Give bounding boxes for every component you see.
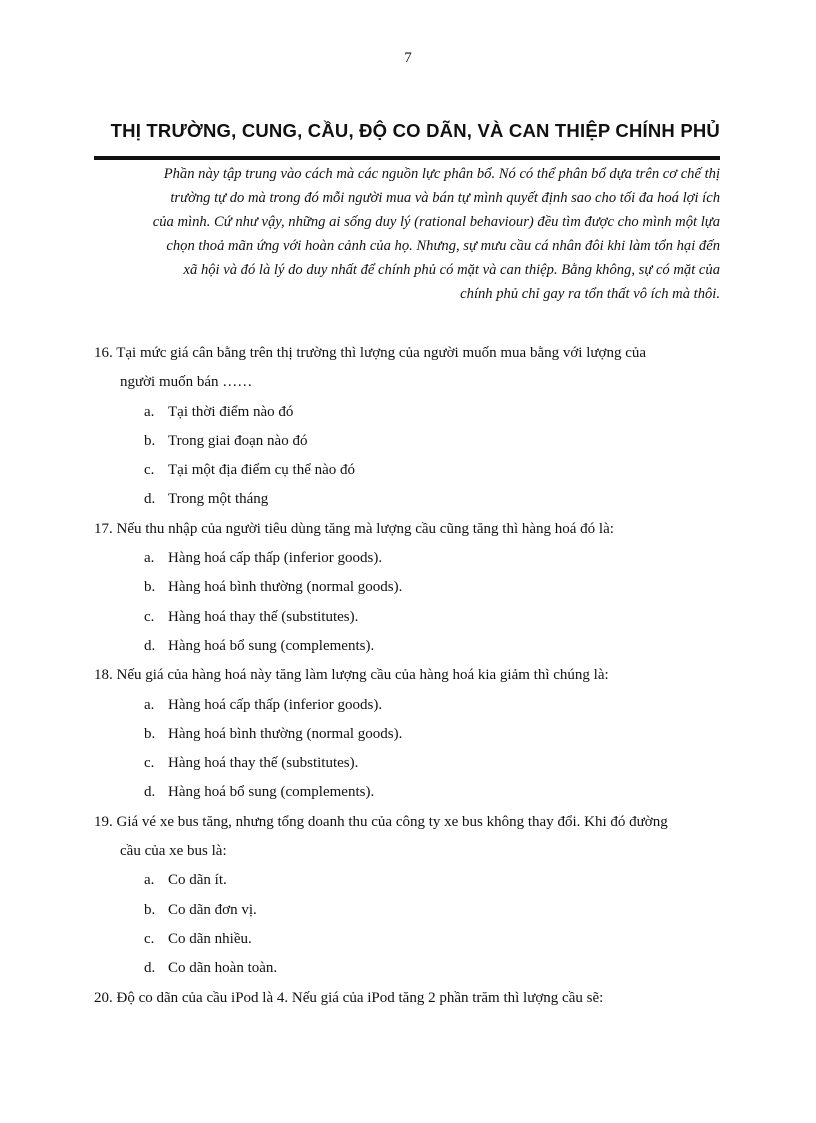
option-letter: c. <box>144 755 155 772</box>
answer-option <box>94 607 724 636</box>
question-text: 19. Giá vé xe bus tăng, nhưng tổng doanh thu của công ty xe bus không thay đổi. Khi đó đường <box>94 813 668 830</box>
question-list <box>94 343 724 1017</box>
option-text: Trong một tháng <box>168 491 269 508</box>
answer-option <box>94 929 724 958</box>
intro-line: chính phủ chỉ gay ra tổn thất vô ích mà thôi. <box>460 286 720 302</box>
option-text: Hàng hoá bổ sung (complements). <box>168 637 375 654</box>
option-letter: c. <box>144 608 155 625</box>
intro-line: Phần này tập trung vào cách mà các nguồn lực phân bổ. Nó có thể phân bổ dựa trên cơ chế thị <box>163 166 720 182</box>
answer-option <box>94 782 724 811</box>
intro-paragraph <box>96 162 720 306</box>
chapter-title: THỊ TRƯỜNG, CUNG, CẦU, ĐỘ CO DÃN, VÀ CAN THIỆP CHÍNH PHỦ <box>110 120 720 141</box>
option-letter: b. <box>144 432 156 449</box>
intro-line: chọn thoả mãn ứng với hoàn cảnh của họ. Nhưng, sự mưu cầu cá nhân đôi khi làm tổn hại đến <box>166 238 720 254</box>
option-letter: a. <box>144 872 155 889</box>
option-letter: d. <box>144 491 156 508</box>
question-16 <box>94 343 724 519</box>
option-letter: a. <box>144 403 155 420</box>
intro-line: trường tự do mà trong đó mỗi người mua và bán tự mình quyết định sao cho tối đa hoá lợi ích <box>170 190 720 206</box>
option-text: Hàng hoá cấp thấp (inferior goods). <box>168 696 383 713</box>
answer-option <box>94 402 724 431</box>
option-letter: d. <box>144 960 156 977</box>
answer-option <box>94 636 724 665</box>
question-text: 16. Tại mức giá cân bằng trên thị trường thì lượng của người muốn mua bằng với lượng của <box>94 345 647 361</box>
option-letter: d. <box>144 637 156 654</box>
question-text-continued: cầu của xe bus là: <box>120 843 227 860</box>
answer-option <box>94 431 724 460</box>
question-text: 18. Nếu giá của hàng hoá này tăng làm lượng cầu của hàng hoá kia giảm thì chúng là: <box>94 667 609 684</box>
option-text: Co dãn ít. <box>168 872 227 889</box>
answer-option <box>94 900 724 929</box>
title-rule-thick <box>94 156 720 160</box>
option-text: Hàng hoá thay thế (substitutes). <box>168 608 359 625</box>
answer-option <box>94 577 724 606</box>
option-letter: c. <box>144 930 155 947</box>
answer-option <box>94 489 724 518</box>
option-text: Co dãn nhiều. <box>168 930 252 947</box>
option-letter: d. <box>144 784 156 801</box>
option-text: Co dãn đơn vị. <box>168 901 257 918</box>
question-17 <box>94 519 724 665</box>
answer-option <box>94 724 724 753</box>
question-text: 20. Độ co dãn của cầu iPod là 4. Nếu giá của iPod tăng 2 phần trăm thì lượng cầu sẽ: <box>94 989 604 1006</box>
question-18 <box>94 665 724 811</box>
option-text: Hàng hoá cấp thấp (inferior goods). <box>168 550 383 567</box>
question-text-continued: người muốn bán …… <box>120 374 253 391</box>
answer-option <box>94 548 724 577</box>
option-text: Tại một địa điểm cụ thể nào đó <box>168 462 356 479</box>
option-text: Hàng hoá bình thường (normal goods). <box>168 579 403 596</box>
answer-option <box>94 695 724 724</box>
answer-option <box>94 870 724 899</box>
intro-line: của mình. Cứ như vậy, những ai sống duy lý (rational behaviour) đều tìm được cho mình một lựa <box>152 214 720 230</box>
page-number: 7 <box>404 50 412 66</box>
option-letter: a. <box>144 696 155 713</box>
intro-line: xã hội và đó là lý do duy nhất để chính phủ có mặt và can thiệp. Bằng không, sự có mặt của <box>183 262 720 278</box>
option-text: Co dãn hoàn toàn. <box>168 960 278 977</box>
answer-option <box>94 958 724 987</box>
option-text: Trong giai đoạn nào đó <box>168 432 308 449</box>
question-text: 17. Nếu thu nhập của người tiêu dùng tăng mà lượng cầu cũng tăng thì hàng hoá đó là: <box>94 520 614 537</box>
option-text: Tại thời điểm nào đó <box>168 403 294 420</box>
answer-option <box>94 753 724 782</box>
option-text: Hàng hoá thay thế (substitutes). <box>168 755 359 772</box>
answer-option <box>94 460 724 489</box>
option-text: Hàng hoá bình thường (normal goods). <box>168 725 403 742</box>
question-19 <box>94 812 724 988</box>
option-letter: b. <box>144 725 156 742</box>
option-text: Hàng hoá bổ sung (complements). <box>168 784 375 801</box>
question-20 <box>94 988 724 1017</box>
option-letter: c. <box>144 462 155 479</box>
option-letter: b. <box>144 901 156 918</box>
option-letter: b. <box>144 579 156 596</box>
option-letter: a. <box>144 550 155 567</box>
